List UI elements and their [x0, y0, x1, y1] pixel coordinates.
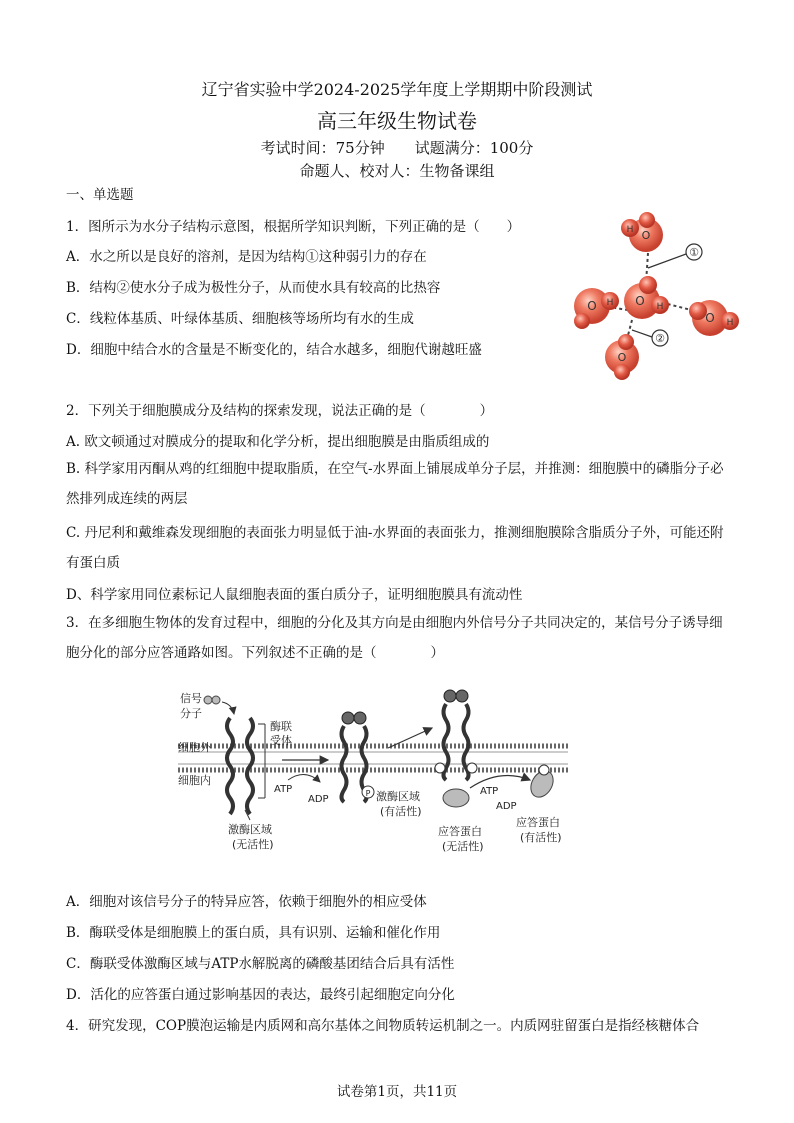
cell-membrane — [178, 744, 568, 772]
signal-label: 信号 — [180, 692, 202, 705]
q2-stem: 2．下列关于细胞膜成分及结构的探索发现，说法正确的是（ ） — [66, 403, 494, 419]
adp-label-2: ADP — [496, 801, 517, 812]
q2-option-d: D、科学家用同位素标记人鼠细胞表面的蛋白质分子，证明细胞膜具有流动性 — [66, 587, 523, 603]
response-protein-inactive — [443, 789, 469, 807]
section-heading: 一、单选题 — [66, 187, 134, 203]
outside-label: 细胞外 — [178, 741, 211, 754]
molecule-label: 分子 — [180, 707, 202, 720]
svg-text:H: H — [626, 225, 634, 235]
exam-info: 考试时间：75分钟 试题满分：100分 — [260, 139, 534, 157]
svg-text:O: O — [617, 351, 627, 364]
response-active-note: (有活性) — [520, 831, 562, 844]
q2-option-a: A. 欧文顿通过对膜成分的提取和化学分析，提出细胞膜是由脂质组成的 — [66, 434, 490, 450]
receptor-label-1: 酶联 — [270, 720, 292, 733]
q3-option-b: B．酶联受体是细胞膜上的蛋白质，具有识别、运输和催化作用 — [66, 925, 441, 941]
q1-option-c: C．线粒体基质、叶绿体基质、细胞核等场所均有水的生成 — [66, 311, 414, 327]
signal-pathway-figure — [170, 688, 580, 860]
hydrogen-atom — [614, 364, 630, 380]
exam-authors: 命题人、校对人：生物备课组 — [299, 162, 495, 180]
svg-text:O: O — [641, 229, 651, 242]
receptor-label-2: 受体 — [270, 734, 292, 747]
q1-stem: 1．图所示为水分子结构示意图，根据所学知识判断，下列正确的是（ ） — [66, 219, 521, 235]
kinase-inactive-label: 激酶区域 — [228, 823, 272, 836]
water-molecule-figure — [560, 205, 750, 383]
inside-label: 细胞内 — [178, 774, 211, 787]
exam-subject-title: 高三年级生物试卷 — [317, 109, 477, 133]
exam-school-title: 辽宁省实验中学2024-2025学年度上学期期中阶段测试 — [201, 80, 593, 99]
svg-text:O: O — [587, 299, 597, 313]
label-1: ① — [689, 246, 699, 259]
svg-text:H: H — [726, 318, 734, 328]
response-inactive-note: (无活性) — [442, 840, 484, 853]
label-2: ② — [655, 332, 665, 345]
phosphate-label: P — [365, 789, 371, 798]
hydrogen-atom — [574, 313, 590, 329]
q3-option-c: C．酶联受体激酶区域与ATP水解脱离的磷酸基团结合后具有活性 — [66, 956, 455, 972]
atp-label-2: ATP — [480, 786, 499, 797]
hydrogen-atom — [618, 334, 634, 350]
kinase-active-note: (有活性) — [380, 805, 422, 818]
atp-label: ATP — [274, 784, 293, 795]
hydrogen-atom — [639, 212, 655, 228]
svg-text:H: H — [606, 298, 614, 308]
adp-label: ADP — [308, 794, 329, 805]
response-active-label: 应答蛋白 — [516, 816, 560, 829]
q3-option-a: A．细胞对该信号分子的特异应答，依赖于细胞外的相应受体 — [66, 894, 427, 910]
svg-text:H: H — [656, 302, 664, 312]
q2-option-c: C. 丹尼利和戴维森发现细胞的表面张力明显低于油-水界面的表面张力，推测细胞膜除含脂质分子外，可能还附有蛋白质 — [66, 525, 724, 571]
q3-option-d: D．活化的应答蛋白通过影响基因的表达，最终引起细胞定向分化 — [66, 987, 455, 1003]
svg-text:O: O — [705, 311, 715, 325]
kinase-inactive-note: (无活性) — [232, 838, 274, 851]
hydrogen-atom — [639, 276, 657, 294]
svg-text:O: O — [635, 294, 645, 308]
kinase-active-label: 激酶区域 — [376, 790, 420, 803]
response-inactive-label: 应答蛋白 — [438, 825, 482, 838]
q2-option-b: B. 科学家用丙酮从鸡的红细胞中提取脂质，在空气-水界面上铺展成单分子层，并推测：细胞膜中的磷脂分子必然排列成连续的两层 — [66, 461, 724, 507]
q1-option-d: D．细胞中结合水的含量是不断变化的，结合水越多，细胞代谢越旺盛 — [66, 342, 482, 358]
q3-stem: 3．在多细胞生物体的发育过程中，细胞的分化及其方向是由细胞内外信号分子共同决定的，某信号分子诱导细胞分化的部分应答通路如图。下列叙述不正确的是（ ） — [66, 615, 723, 661]
q1-option-b: B．结构②使水分子成为极性分子，从而使水具有较高的比热容 — [66, 280, 441, 296]
page-footer: 试卷第1页，共11页 — [336, 1084, 458, 1100]
q4-stem: 4．研究发现，COP膜泡运输是内质网和高尔基体之间物质转运机制之一。内质网驻留蛋白是指经核糖体合 — [66, 1018, 700, 1034]
q1-option-a: A．水之所以是良好的溶剂，是因为结构①这种弱引力的存在 — [66, 249, 427, 265]
